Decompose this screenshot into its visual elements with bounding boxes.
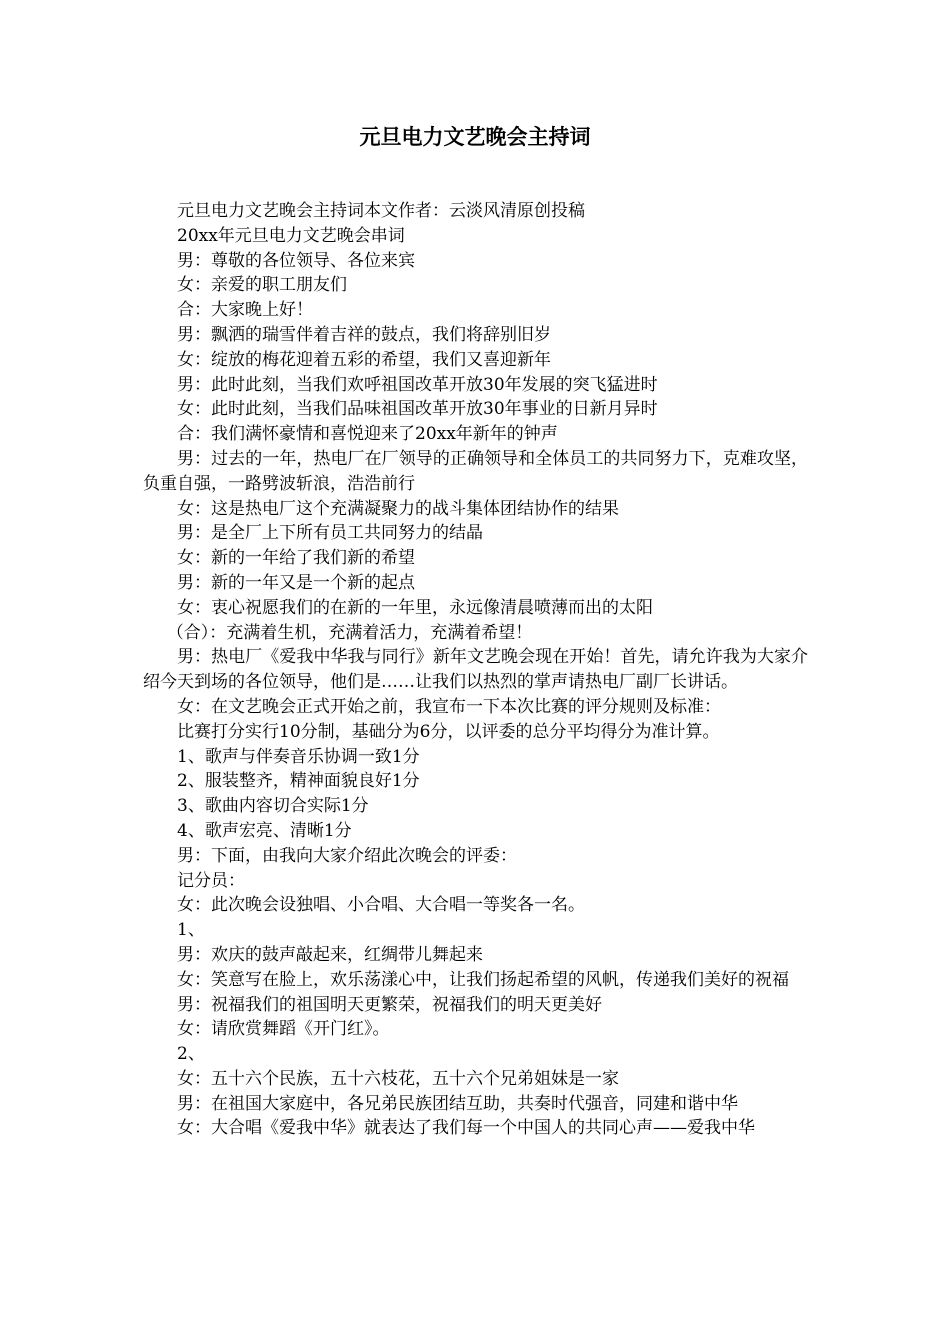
- section-number: 2、: [177, 1044, 205, 1065]
- paragraph: 女：此次晚会设独唱、小合唱、大合唱一等奖各一名。: [177, 895, 585, 916]
- paragraph: 男：过去的一年，热电厂在厂领导的正确领导和全体员工的共同努力下，克难攻坚，负重自强，一路劈波斩浪，浩浩前行: [143, 448, 808, 494]
- paragraph: 20xx年元旦电力文艺晚会串词: [177, 225, 405, 246]
- paragraph: 女：这是热电厂这个充满凝聚力的战斗集体团结协作的结果: [177, 498, 619, 519]
- paragraph: 女：请欣赏舞蹈《开门红》。: [177, 1019, 390, 1040]
- paragraph: 女：五十六个民族，五十六枝花，五十六个兄弟姐妹是一家: [177, 1068, 619, 1089]
- paragraph: （合）：充满着生机，充满着活力，充满着希望！: [166, 622, 533, 643]
- paragraph: 元旦电力文艺晚会主持词本文作者：云淡风清原创投稿: [177, 201, 585, 221]
- paragraph: 记分员：: [177, 870, 245, 891]
- paragraph: 男：新的一年又是一个新的起点: [177, 572, 415, 593]
- paragraph: 女：此时此刻，当我们品味祖国改革开放30年事业的日新月异时: [177, 399, 658, 420]
- paragraph: 男：祝福我们的祖国明天更繁荣，祝福我们的明天更美好: [177, 994, 602, 1015]
- paragraph: 合：我们满怀豪情和喜悦迎来了20xx年新年的钟声: [177, 424, 558, 445]
- paragraph: 男：在祖国大家庭中，各兄弟民族团结互助，共奏时代强音，同建和谐中华: [177, 1093, 738, 1114]
- list-item: 1、歌声与伴奏音乐协调一致1分: [177, 746, 420, 767]
- paragraph: 男：飘洒的瑞雪伴着吉祥的鼓点，我们将辞别旧岁: [177, 324, 551, 345]
- list-item: 3、歌曲内容切合实际1分: [177, 796, 369, 817]
- paragraph: 女：衷心祝愿我们的在新的一年里，永远像清晨喷薄而出的太阳: [177, 597, 653, 618]
- paragraph: 女：在文艺晚会正式开始之前，我宣布一下本次比赛的评分规则及标准：: [177, 696, 721, 717]
- paragraph: 女：大合唱《爱我中华》就表达了我们每一个中国人的共同心声——爱我中华: [177, 1118, 755, 1139]
- paragraph: 男：欢庆的鼓声敲起来，红绸带儿舞起来: [177, 944, 483, 965]
- paragraph: 女：笑意写在脸上，欢乐荡漾心中，让我们扬起希望的风帆，传递我们美好的祝福: [177, 969, 789, 990]
- document-title: 元旦电力文艺晚会主持词: [359, 124, 591, 149]
- paragraph: 合：大家晚上好！: [177, 300, 313, 321]
- paragraph: 男：是全厂上下所有员工共同努力的结晶: [177, 523, 483, 544]
- section-number: 1、: [177, 920, 205, 941]
- paragraph: 女：新的一年给了我们新的希望: [177, 548, 415, 569]
- paragraph: 女：亲爱的职工朋友们: [177, 275, 347, 296]
- paragraph: 比赛打分实行10分制，基础分为6分，以评委的总分平均得分为准计算。: [177, 721, 720, 742]
- paragraph: 男：此时此刻，当我们欢呼祖国改革开放30年发展的突飞猛进时: [177, 374, 658, 395]
- paragraph: 男：尊敬的各位领导、各位来宾: [177, 250, 415, 271]
- list-item: 4、歌声宏亮、清晰1分: [177, 820, 352, 841]
- paragraph: 男：热电厂《爱我中华我与同行》新年文艺晚会现在开始！首先，请允许我为大家介绍今天到场的各位领导，他们是……让我们以热烈的掌声请热电厂副厂长讲话。: [143, 647, 808, 693]
- paragraph: 男：下面，由我向大家介绍此次晚会的评委：: [177, 845, 517, 866]
- list-item: 2、服装整齐，精神面貌良好1分: [177, 771, 420, 792]
- paragraph: 女：绽放的梅花迎着五彩的希望，我们又喜迎新年: [177, 349, 551, 370]
- document-body: [143, 199, 808, 1141]
